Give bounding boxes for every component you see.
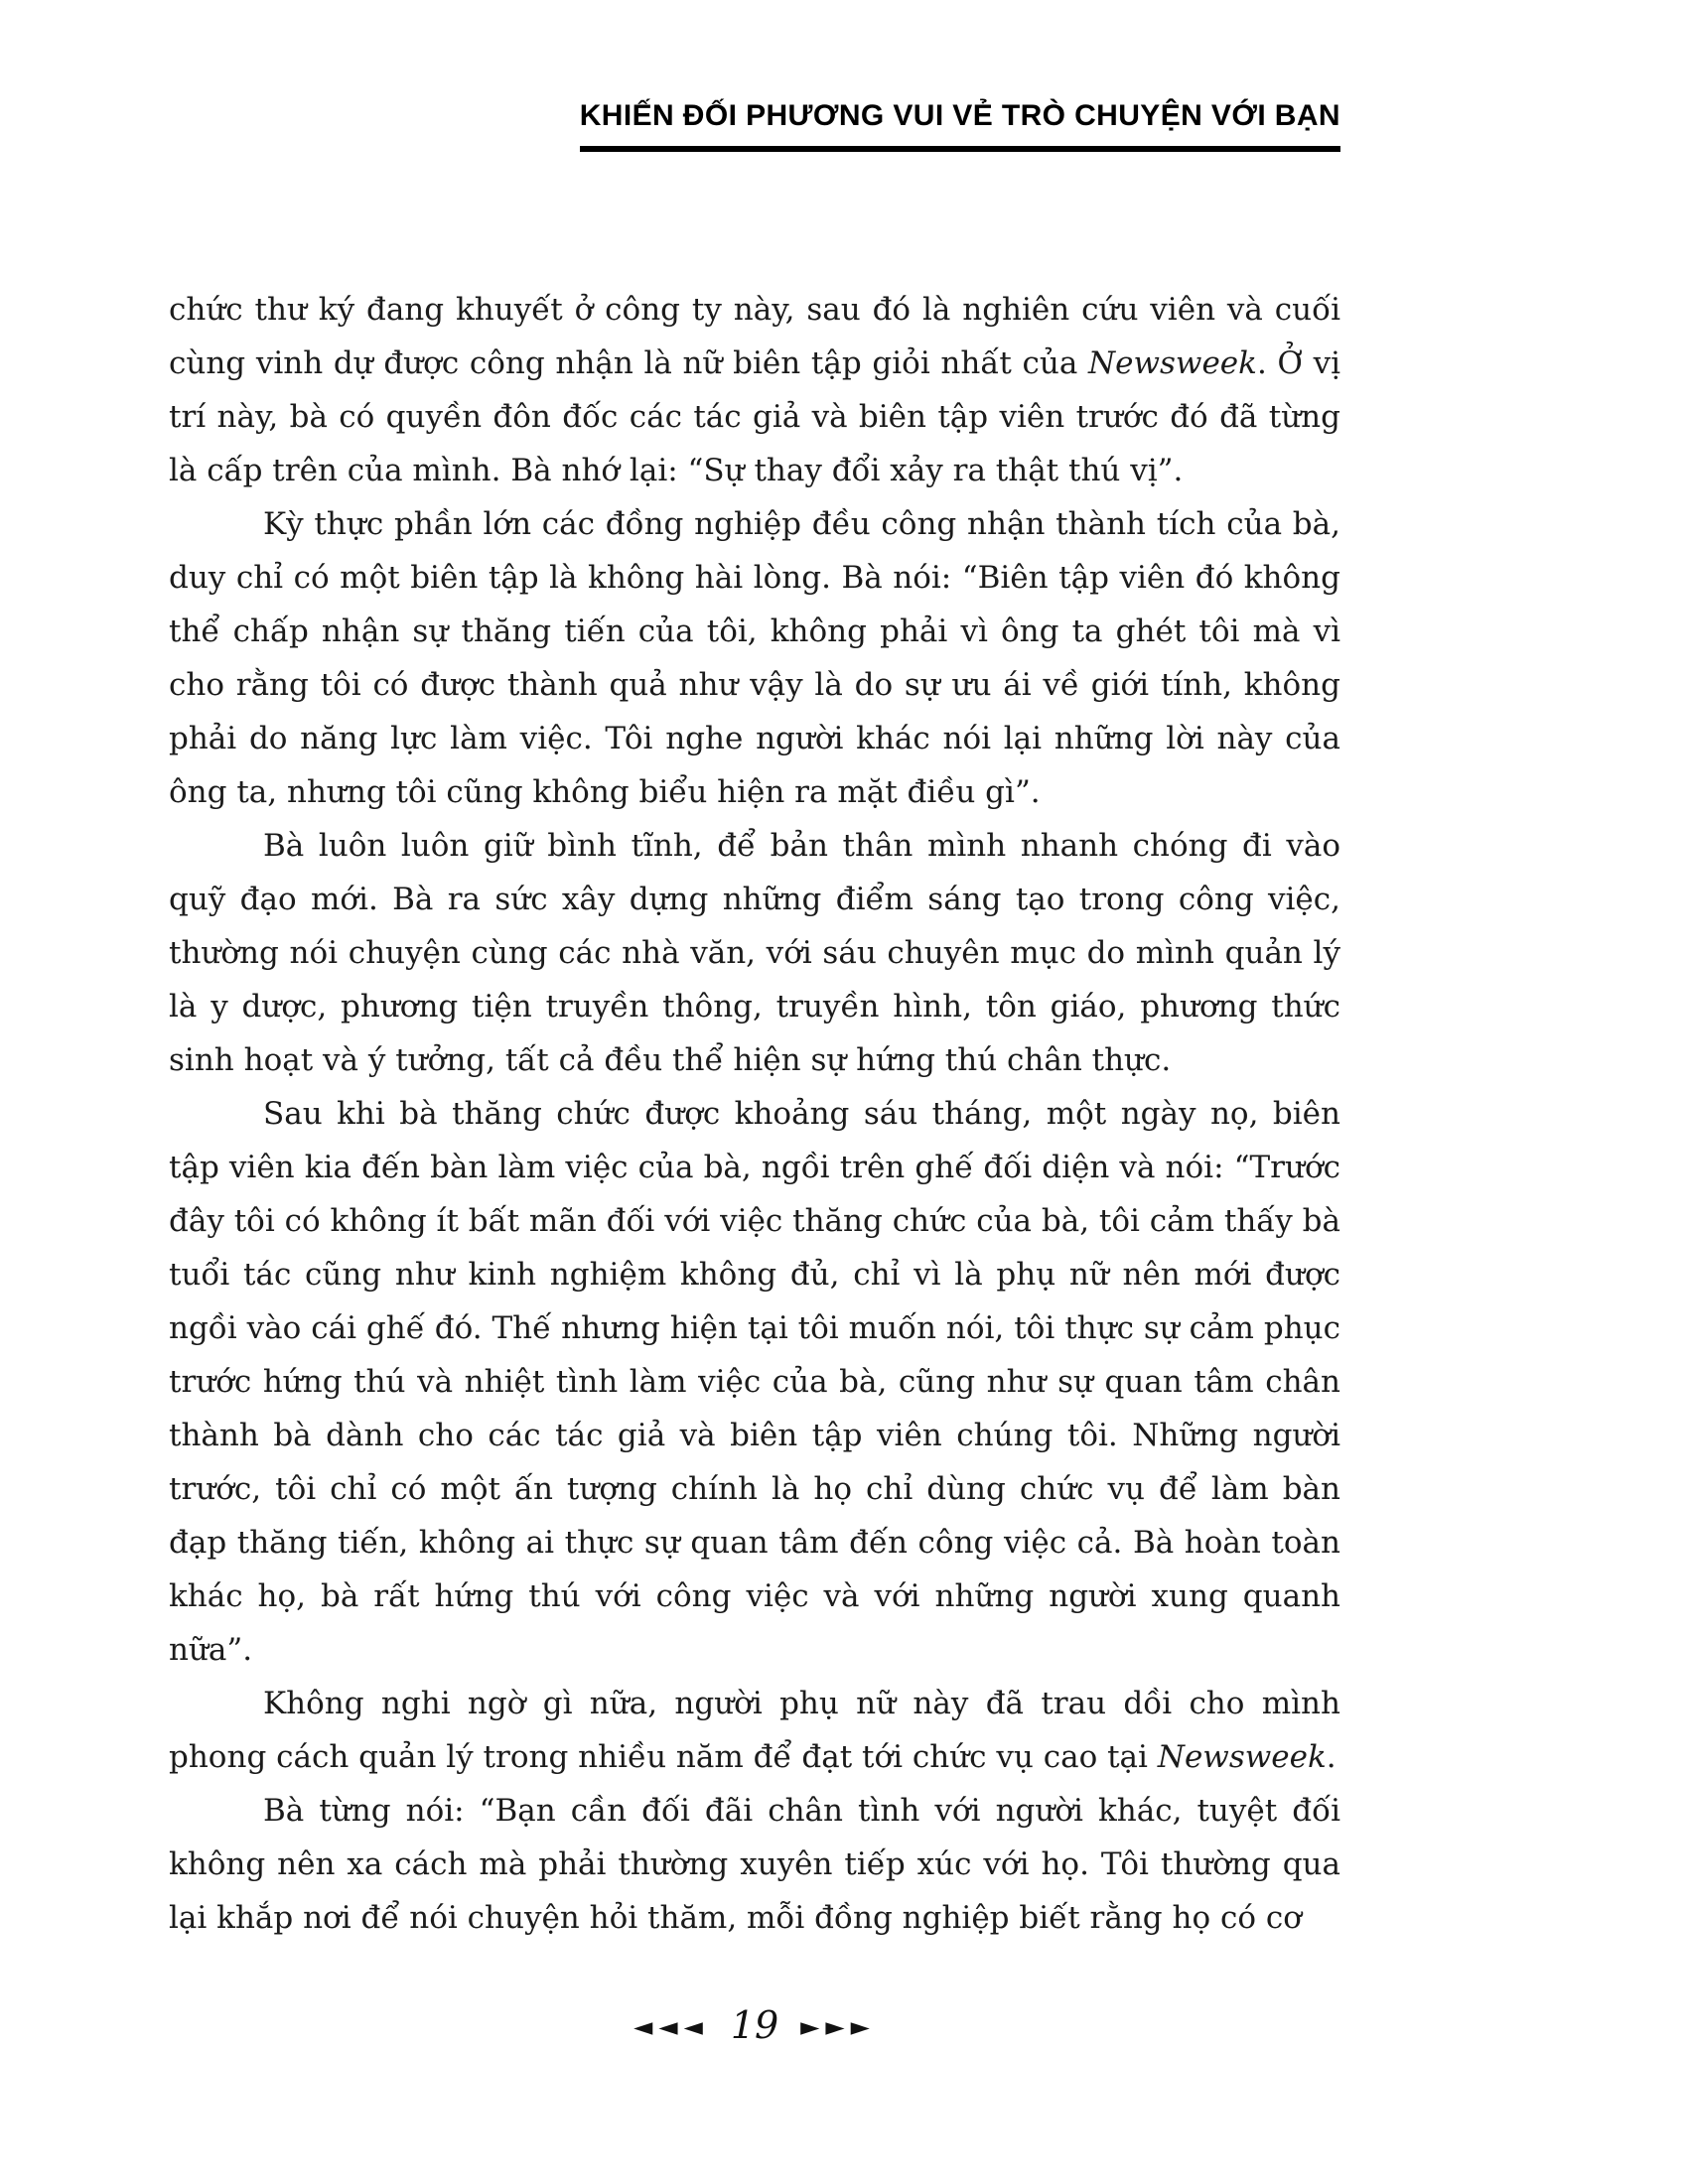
text-run: Không nghi ngờ gì nữa, người phụ nữ này đã trau dồi cho mình phong cách quản lý trong nhiều năm để đạt tới chức vụ cao tại — [169, 1685, 1340, 1775]
text-run: Bà luôn luôn giữ bình tĩnh, để bản thân mình nhanh chóng đi vào quỹ đạo mới. Bà ra sức xây dựng những điểm sáng tạo trong công việc, thường nói chuyện cùng các nhà văn, với sáu chuyên mục do mình quản lý là y dược, phương tiện truyền thông, truyền hình, tôn giáo, phương thức sinh hoạt và ý tưởng, tất cả đều thể hiện sự hứng thú chân thực. — [169, 827, 1340, 1078]
paragraph — [169, 1677, 1340, 1784]
left-arrows-icon: ◄◄◄ — [633, 2012, 709, 2041]
text-run: chức thư ký đang khuyết ở công ty này, sau đó là nghiên cứu viên và cuối cùng vinh dự được công nhận là nữ biên tập giỏi nhất của — [169, 291, 1340, 381]
paragraph — [169, 1784, 1340, 1945]
page-footer — [169, 2002, 1340, 2048]
body-text — [169, 283, 1340, 1945]
right-arrows-icon: ►►► — [800, 2012, 876, 2041]
paragraph — [169, 283, 1340, 497]
paragraph — [169, 497, 1340, 819]
text-run: Kỳ thực phần lớn các đồng nghiệp đều công nhận thành tích của bà, duy chỉ có một biên tập là không hài lòng. Bà nói: “Biên tập viên đó không thể chấp nhận sự thăng tiến của tôi, không phải vì ông ta ghét tôi mà vì cho rằng tôi có được thành quả như vậy là do sự ưu ái về giới tính, không phải do năng lực làm việc. Tôi nghe người khác nói lại những lời này của ông ta, nhưng tôi cũng không biểu hiện ra mặt điều gì”. — [169, 505, 1340, 810]
text-run: . Ở vị trí này, bà có quyền đôn đốc các tác giả và biên tập viên trước đó đã từng là cấp trên của mình. Bà nhớ lại: “Sự thay đổi xảy ra thật thú vị”. — [169, 344, 1341, 488]
text-run: . — [1326, 1738, 1336, 1775]
paragraph — [169, 819, 1340, 1087]
text-run: Bà từng nói: “Bạn cần đối đãi chân tình với người khác, tuyệt đối không nên xa cách mà phải thường xuyên tiếp xúc với họ. Tôi thường qua lại khắp nơi để nói chuyện hỏi thăm, mỗi đồng nghiệp biết rằng họ có cơ — [169, 1792, 1340, 1936]
italic-text-run: Newsweek — [1157, 1738, 1327, 1775]
chapter-title: KHIẾN ĐỐI PHƯƠNG VUI VẺ TRÒ CHUYỆN VỚI BẠN — [580, 99, 1340, 152]
text-run: Sau khi bà thăng chức được khoảng sáu tháng, một ngày nọ, biên tập viên kia đến bàn làm việc của bà, ngồi trên ghế đối diện và nói: “Trước đây tôi có không ít bất mãn đối với việc thăng chức của bà, tôi cảm thấy bà tuổi tác cũng như kinh nghiệm không đủ, chỉ vì là phụ nữ nên mới được ngồi vào cái ghế đó. Thế nhưng hiện tại tôi muốn nói, tôi thực sự cảm phục trước hứng thú và nhiệt tình làm việc của bà, cũng như sự quan tâm chân thành bà dành cho các tác giả và biên tập viên chúng tôi. Những người trước, tôi chỉ có một ấn tượng chính là họ chỉ dùng chức vụ để làm bàn đạp thăng tiến, không ai thực sự quan tâm đến công việc cả. Bà hoàn toàn khác họ, bà rất hứng thú với công việc và với những người xung quanh nữa”. — [169, 1095, 1340, 1668]
italic-text-run: Newsweek — [1088, 344, 1257, 381]
paragraph — [169, 1087, 1340, 1677]
page-number: 19 — [730, 2002, 779, 2047]
running-head — [169, 0, 1340, 152]
text-block — [169, 0, 1340, 2048]
